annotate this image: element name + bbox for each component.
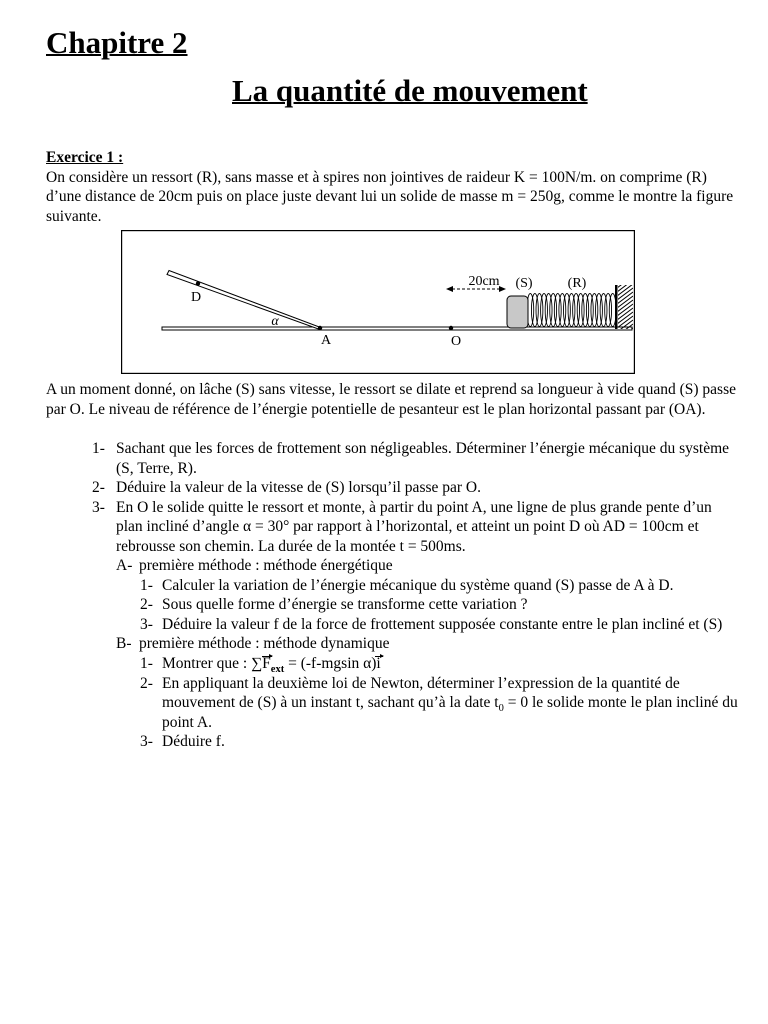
part-label: première méthode : méthode énergétique (139, 557, 393, 575)
sub-question-number: 1- (140, 655, 153, 673)
question-row (0, 498, 768, 518)
sub-question-text: En appliquant la deuxième loi de Newton, déterminer l’expression de la quantité de (162, 674, 680, 692)
chapter-title: Chapitre 2 (46, 25, 188, 60)
context-line-text: par O. Le niveau de référence de l’énergie potentielle de pesanteur est le plan horizontal passant par (OA). (46, 400, 706, 418)
wall (615, 285, 618, 329)
sub-question-number: 1- (140, 576, 153, 594)
sub-question-row (0, 654, 768, 674)
point-D (196, 281, 200, 285)
force-vector: F (262, 655, 271, 673)
sub-question-number: 3- (140, 615, 153, 633)
sub-question-text: Sous quelle forme d’énergie se transforme cette variation ? (162, 596, 528, 614)
force-subscript: ext (270, 664, 285, 676)
exercise-heading: Exercice 1 : (46, 149, 124, 166)
intro-line (0, 168, 768, 188)
exercise-intro (0, 148, 768, 226)
intro-line-text: suivante. (46, 207, 102, 225)
part-letter: A- (116, 557, 133, 575)
part-row (0, 556, 768, 576)
sub-question-row (0, 595, 768, 615)
math-rhs: = (-f-mgsin α) (284, 655, 377, 673)
arrowhead-right (499, 286, 506, 292)
solid-S (507, 296, 528, 328)
sub-question-text (162, 693, 738, 713)
intro-line-text: On considère un ressort (R), sans masse et à spires non jointives de raideur K = 100N/m. on comprime (R) (46, 168, 707, 186)
sub-question-text: Déduire la valeur f de la force de frottement supposée constante entre le plan incliné et (S) (162, 615, 723, 633)
question-row (0, 439, 768, 459)
sub-question-text: point A. (162, 713, 212, 731)
question-number: 3- (92, 498, 105, 516)
intro-line (0, 187, 768, 207)
sub-question-row (0, 674, 768, 694)
question-list (0, 439, 768, 752)
intro-line-text: d’une distance de 20cm puis on place juste devant lui un solide de masse m = 250g, comme le montre la figure (46, 188, 734, 206)
arrowhead-left (446, 286, 453, 292)
time-subscript: 0 (498, 703, 504, 715)
question-row (0, 459, 768, 479)
time-variable: t (494, 694, 499, 712)
sub-question-text (162, 654, 381, 674)
sub-question-number: 2- (140, 596, 153, 614)
sub-question-row (0, 615, 768, 635)
question-text: En O le solide quitte le ressort et monte, à partir du point A, une ligne de plus grande pente d’un (116, 498, 712, 516)
context-line (0, 400, 768, 420)
horizontal-plane (162, 327, 632, 330)
sub-question-row (0, 576, 768, 596)
sub-question-number: 3- (140, 733, 153, 751)
sub-question-row (0, 732, 768, 752)
label-D: D (190, 290, 202, 305)
question-text: rebrousse son chemin. La durée de la montée t = 500ms. (116, 537, 466, 555)
intro-line (0, 207, 768, 227)
question-number: 2- (92, 479, 105, 497)
label-O: O (450, 334, 462, 349)
unit-vector: i (376, 655, 381, 673)
question-text: plan incliné d’angle α = 30° par rapport à l’horizontal, et atteint un point D où AD = 100cm et (116, 518, 699, 536)
question-text: Sachant que les forces de frottement son négligeables. Déterminer l’énergie mécanique du système (116, 440, 730, 457)
part-row (0, 634, 768, 654)
figure (121, 230, 635, 374)
math-prefix: Montrer que : (162, 655, 252, 673)
part-label: première méthode : méthode dynamique (139, 635, 390, 653)
question-row (0, 517, 768, 537)
line-after: = 0 le solide monte le plan incliné du (503, 694, 738, 712)
part-letter: B- (116, 635, 132, 653)
line-before: mouvement de (S) à un instant t, sachant qu’à la date (162, 694, 495, 712)
sum-symbol: ∑ (251, 655, 263, 673)
compression-label: 20cm (468, 274, 500, 289)
question-text: Déduire la valeur de la vitesse de (S) lorsqu’il passe par O. (116, 479, 481, 497)
angle-alpha: α (271, 314, 279, 329)
question-number: 1- (92, 440, 105, 457)
page-title: La quantité de mouvement (232, 73, 588, 108)
question-text: (S, Terre, R). (116, 459, 197, 477)
sub-question-text: Déduire f. (162, 733, 225, 751)
question-row (0, 537, 768, 557)
question-row (0, 478, 768, 498)
sub-question-row (0, 713, 768, 733)
context-line-text: A un moment donné, on lâche (S) sans vitesse, le ressort se dilate et reprend sa longueur à vide quand (S) passe (46, 381, 736, 398)
sub-question-number: 2- (140, 674, 153, 692)
sub-question-text: Calculer la variation de l’énergie mécanique du système quand (S) passe de A à D. (162, 576, 674, 594)
context-paragraph (0, 380, 768, 419)
point-O (449, 326, 453, 330)
exercise-heading-row (0, 148, 768, 168)
sub-question-row (0, 693, 768, 713)
label-A: A (320, 333, 332, 348)
solid-label: (S) (515, 276, 533, 291)
context-line (0, 380, 768, 400)
point-A (318, 326, 322, 330)
spring-label: (R) (567, 276, 587, 291)
spring (527, 294, 616, 327)
